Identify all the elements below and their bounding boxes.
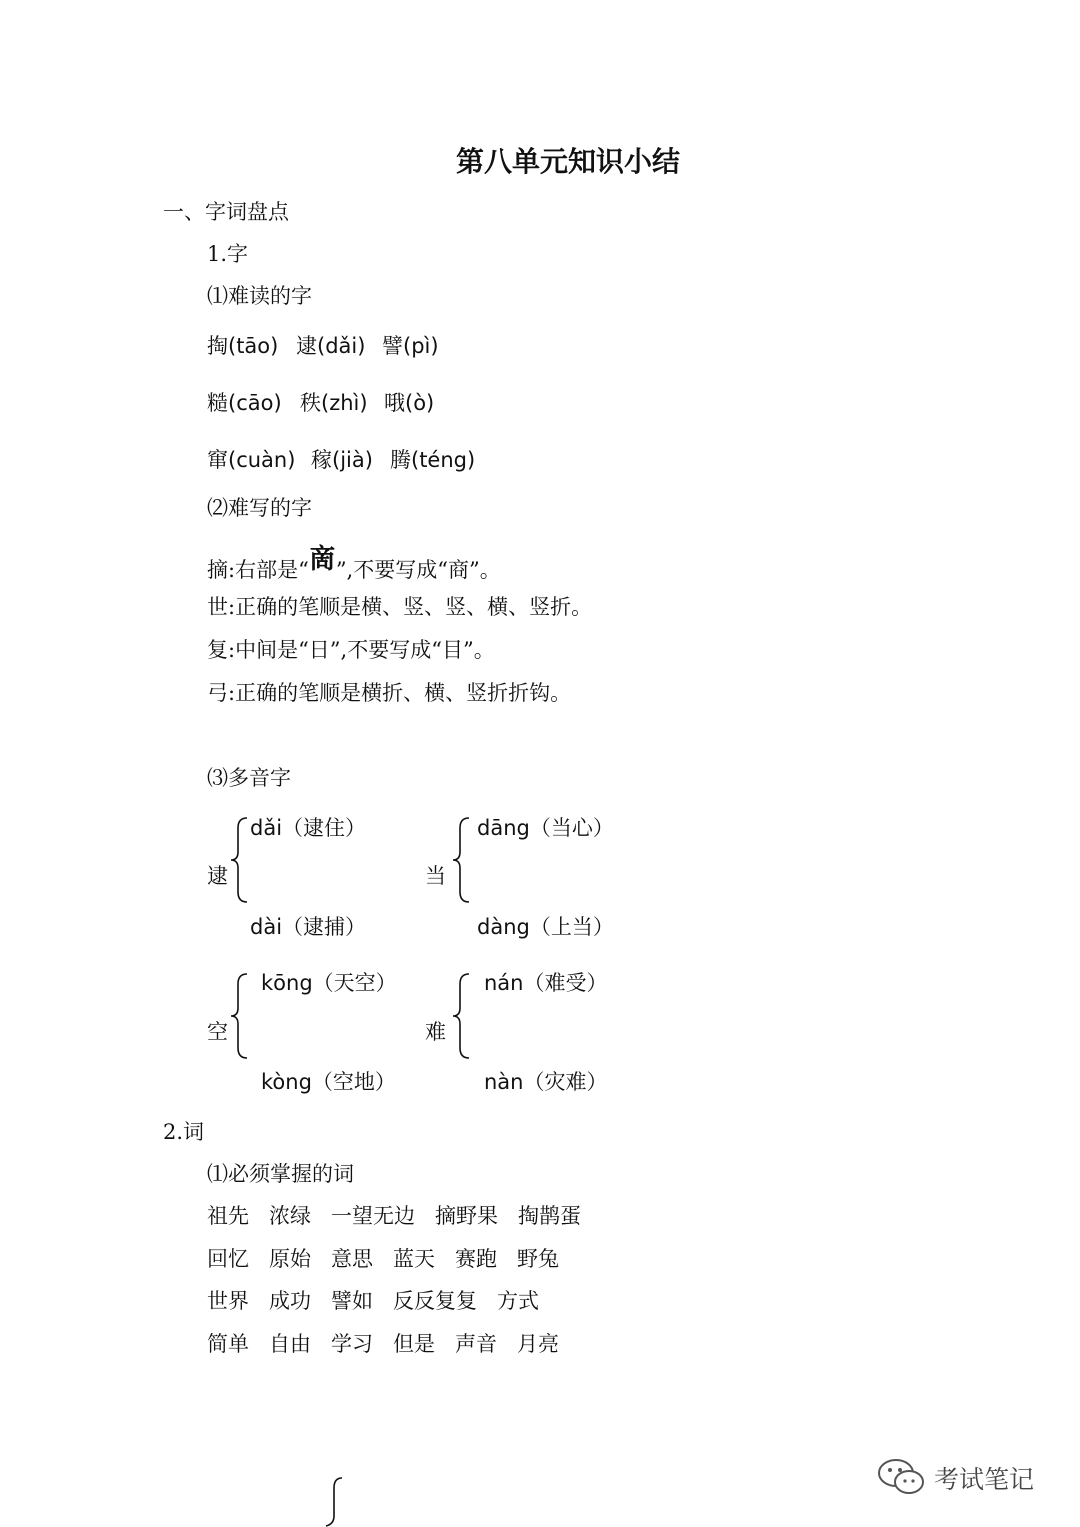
example-word: （天空） <box>312 971 397 995</box>
word: 自由 <box>269 1332 311 1356</box>
hard-read-row <box>207 330 278 360</box>
example-word: （空地） <box>311 1070 396 1094</box>
word: 浓绿 <box>269 1204 311 1228</box>
hard-read-row <box>300 387 368 417</box>
hard-read-row <box>311 444 373 474</box>
text: ”,不要写成“商”。 <box>335 558 501 582</box>
text: 摘:右部是“ <box>207 558 309 582</box>
pinyin: (cuàn) <box>228 448 296 472</box>
hard-read-row <box>296 330 365 360</box>
word: 赛跑 <box>455 1247 497 1271</box>
pinyin: (téng) <box>411 448 476 472</box>
pinyin: (tāo) <box>228 334 279 358</box>
word: 简单 <box>207 1332 249 1356</box>
char: 窜 <box>207 448 228 472</box>
word-row <box>207 1243 579 1273</box>
pinyin: kōng <box>261 971 313 995</box>
word: 月亮 <box>517 1332 559 1356</box>
word: 譬如 <box>331 1289 373 1313</box>
brace-icon <box>451 972 471 1060</box>
polyphone-char: 空 <box>207 1020 228 1044</box>
word: 方式 <box>497 1289 539 1313</box>
char: 逮 <box>296 334 317 358</box>
pinyin: (cāo) <box>228 391 282 415</box>
pinyin: kòng <box>261 1070 312 1094</box>
polyphone-bottom <box>477 911 614 941</box>
brace-icon <box>451 816 471 904</box>
pinyin: (jià) <box>332 448 373 472</box>
brace-icon <box>229 816 249 904</box>
word: 摘野果 <box>435 1204 498 1228</box>
heading-must-know-words: ⑴必须掌握的词 <box>207 1162 354 1186</box>
example-word: （难受） <box>523 971 608 995</box>
polyphone-bottom <box>250 911 366 941</box>
word: 野兔 <box>517 1247 559 1271</box>
word: 回忆 <box>207 1247 249 1271</box>
example-word: （灾难） <box>523 1070 608 1094</box>
char: 腾 <box>390 448 411 472</box>
polyphone-char: 难 <box>425 1020 446 1044</box>
hard-read-row <box>207 387 282 417</box>
pinyin: (ò) <box>405 391 435 415</box>
watermark-text: 考试笔记 <box>934 1465 1035 1494</box>
example-word: （当心） <box>529 816 614 840</box>
word: 意思 <box>331 1247 373 1271</box>
brace-icon <box>229 972 249 1060</box>
subsection-characters: 1.字 <box>207 242 249 266</box>
char: 哦 <box>384 391 405 415</box>
char: 掏 <box>207 334 228 358</box>
word: 世界 <box>207 1289 249 1313</box>
brace-icon <box>322 1476 346 1527</box>
subsection-words: 2.词 <box>163 1120 205 1144</box>
pinyin: dǎi <box>250 816 283 840</box>
hard-read-row <box>390 444 475 474</box>
pinyin: dāng <box>477 816 530 840</box>
word: 学习 <box>331 1332 373 1356</box>
word: 但是 <box>393 1332 435 1356</box>
word: 原始 <box>269 1247 311 1271</box>
pinyin: nàn <box>484 1070 524 1094</box>
example-word: （逮住） <box>282 816 367 840</box>
char: 糙 <box>207 391 228 415</box>
word: 反反复复 <box>393 1289 477 1313</box>
example-word: （逮捕） <box>282 915 367 939</box>
word: 成功 <box>269 1289 311 1313</box>
pinyin: (zhì) <box>321 391 368 415</box>
word: 祖先 <box>207 1204 249 1228</box>
word: 蓝天 <box>393 1247 435 1271</box>
emphasized-char: 啇 <box>308 544 336 575</box>
word-row <box>207 1285 559 1315</box>
polyphone-char: 逮 <box>207 864 228 888</box>
section-heading-words-review: 一、字词盘点 <box>163 200 289 224</box>
pinyin: (dǎi) <box>317 334 366 358</box>
hard-write-line: 复:中间是“日”,不要写成“目”。 <box>207 638 495 662</box>
pinyin: dàng <box>477 915 530 939</box>
hard-read-row <box>382 330 439 360</box>
word: 声音 <box>455 1332 497 1356</box>
heading-hard-to-write: ⑵难写的字 <box>207 496 312 520</box>
hard-read-row <box>207 444 295 474</box>
polyphone-bottom <box>484 1066 608 1096</box>
char: 稼 <box>311 448 332 472</box>
polyphone-top <box>477 812 614 842</box>
polyphone-top <box>484 967 608 997</box>
word-row <box>207 1200 601 1230</box>
wechat-icon <box>876 1456 928 1498</box>
char: 譬 <box>382 334 403 358</box>
hard-read-row <box>384 387 434 417</box>
page-title: 第八单元知识小结 <box>455 145 680 178</box>
hard-write-line <box>207 546 501 585</box>
pinyin: nán <box>484 971 524 995</box>
polyphone-top <box>261 967 397 997</box>
example-word: （上当） <box>529 915 614 939</box>
char: 秩 <box>300 391 321 415</box>
hard-write-line: 弓:正确的笔顺是横折、横、竖折折钩。 <box>207 681 572 705</box>
heading-polyphones: ⑶多音字 <box>207 766 291 790</box>
word: 一望无边 <box>331 1204 415 1228</box>
pinyin: dài <box>250 915 283 939</box>
hard-write-line: 世:正确的笔顺是横、竖、竖、横、竖折。 <box>207 595 593 619</box>
polyphone-char: 当 <box>425 864 446 888</box>
polyphone-top <box>250 812 366 842</box>
word-row <box>207 1328 579 1358</box>
polyphone-bottom <box>261 1066 396 1096</box>
heading-hard-to-read: ⑴难读的字 <box>207 284 312 308</box>
word: 掏鹊蛋 <box>518 1204 581 1228</box>
pinyin: (pì) <box>403 334 439 358</box>
